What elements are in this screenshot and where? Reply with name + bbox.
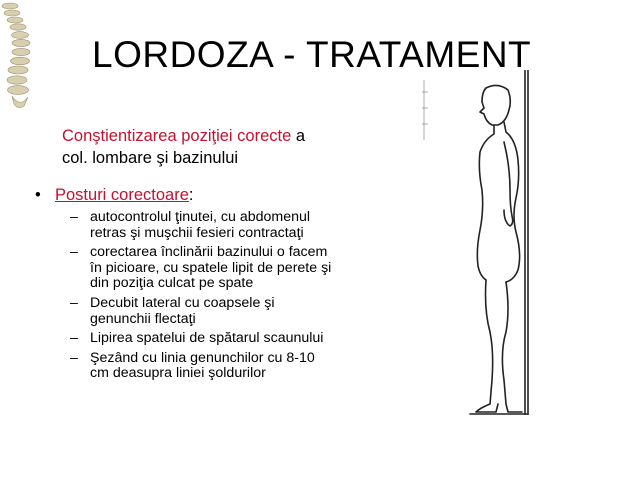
dash-marker: – [70, 330, 78, 347]
intro-text [62, 125, 402, 169]
dash-marker: – [70, 209, 78, 225]
list-item [70, 331, 400, 347]
list-item [70, 351, 400, 382]
list-item-line: din poziţia culcat pe spate [90, 275, 254, 292]
list-item-line: autocontrolul ţinutei, cu abdomenul [90, 209, 311, 225]
intro-rest-line2: col. lombare şi bazinului [62, 149, 239, 167]
bullet-colon: : [188, 186, 194, 204]
list-item [70, 210, 400, 241]
dash-marker: – [70, 244, 78, 261]
intro-highlight: Conştientizarea poziţiei corecte [62, 127, 292, 145]
list-item-line: Decubit lateral cu coapsele şi [90, 294, 275, 311]
bullet-item [35, 186, 194, 205]
sketch-marks [422, 80, 428, 140]
list-item-line: retras şi muşchii fesieri contractaţi [90, 224, 304, 241]
list-item-line: genunchii flectaţi [90, 310, 196, 327]
figure-outline [470, 85, 528, 414]
spine-icon [0, 0, 44, 108]
intro-rest: a [291, 127, 306, 145]
list-item-line: în picioare, cu spatele lipit de perete şi [90, 259, 332, 276]
bullet-marker: • [35, 186, 41, 204]
wall [525, 70, 528, 415]
dash-marker: – [70, 349, 78, 366]
list-item-line: cm deasupra liniei şoldurilor [90, 365, 266, 382]
list-item [70, 245, 400, 292]
list-item-line: Lipirea spatelui de spătarul scaunului [90, 330, 324, 347]
list-item [70, 296, 400, 327]
sub-list [70, 210, 400, 386]
list-item-line: corectarea înclinării bazinului o facem [90, 244, 328, 261]
page-title: LORDOZA - TRATAMENT [92, 34, 532, 75]
standing-figure-illustration [400, 70, 530, 430]
dash-marker: – [70, 294, 78, 311]
list-item-line: Şezând cu linia genunchilor cu 8-10 [90, 349, 315, 366]
bullet-label: Posturi corectoare [55, 186, 189, 204]
